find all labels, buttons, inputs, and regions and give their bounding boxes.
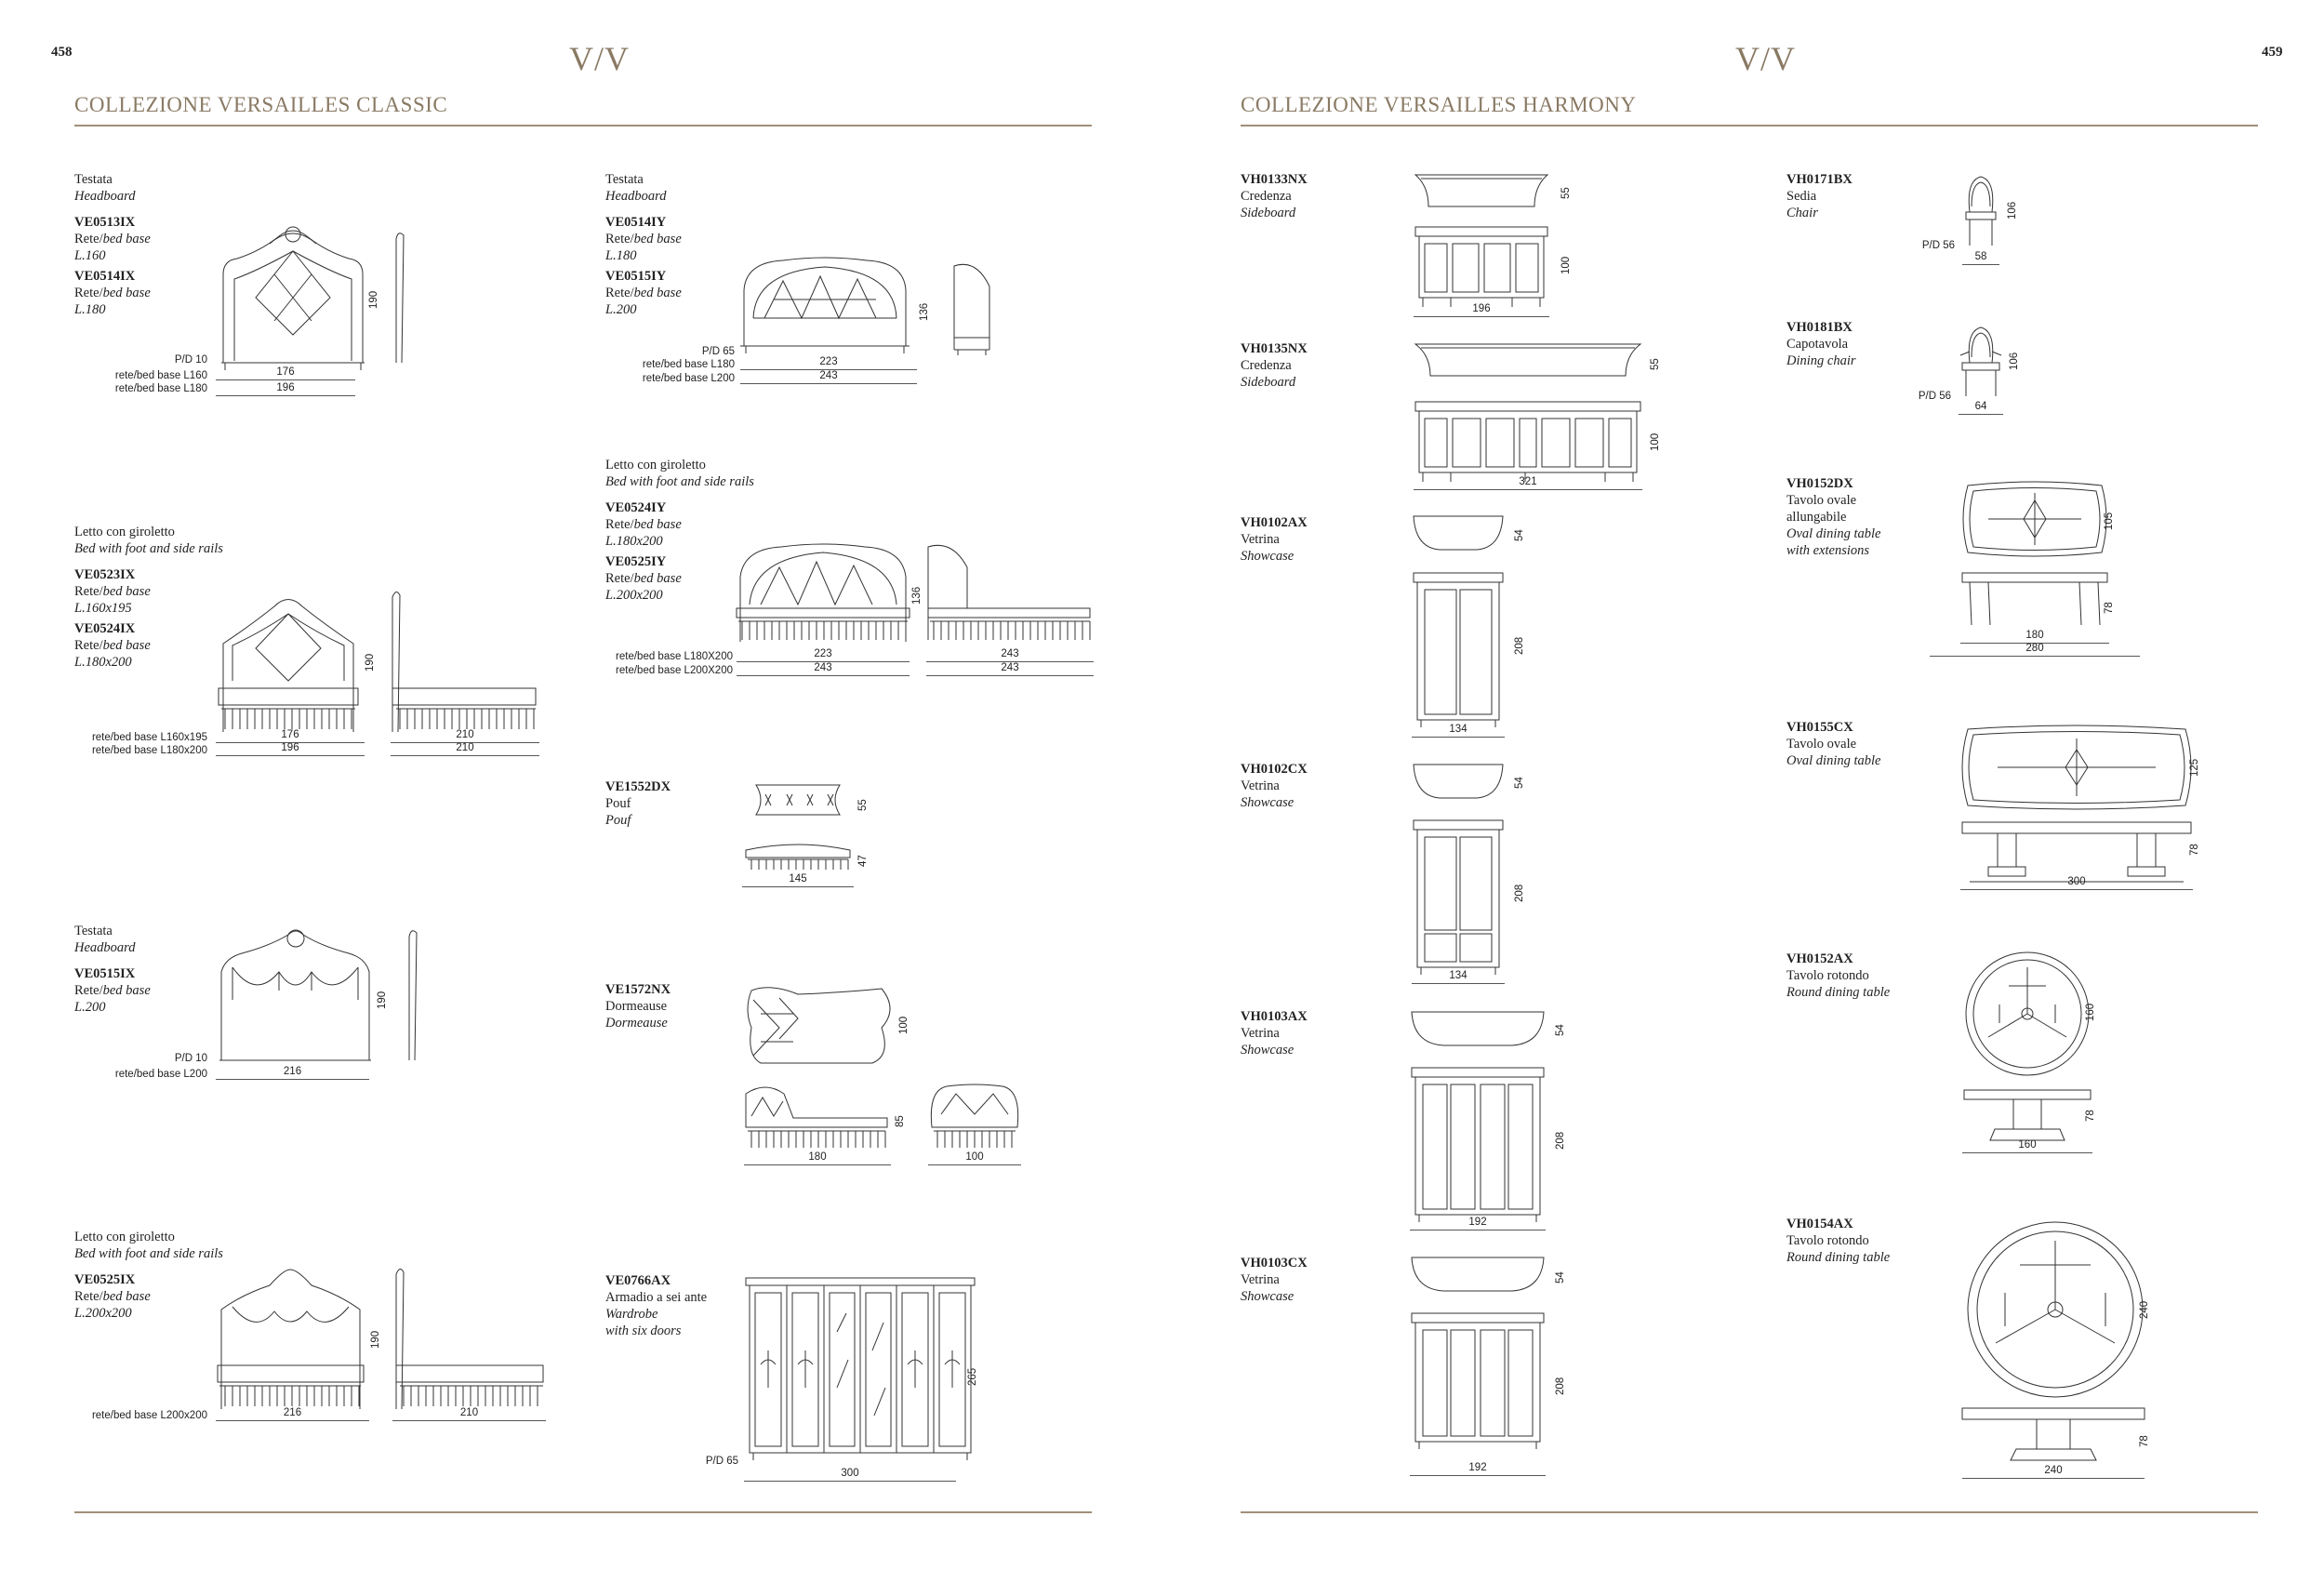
product-code: VE0514IY: [605, 215, 667, 230]
size: L.180x200: [74, 655, 132, 670]
width-dim: 216: [283, 1066, 302, 1077]
pd-dim: P/D 10: [174, 1053, 207, 1064]
type-it: Dormeause: [605, 999, 668, 1014]
depth-dim: 210: [456, 729, 474, 740]
product-vh0152dx: [1786, 475, 1881, 559]
type-en: Round dining table: [1786, 1250, 1891, 1265]
base-en: bed base: [102, 584, 151, 599]
width-dim: 192: [1468, 1217, 1487, 1228]
size: L.180: [605, 248, 637, 263]
pd-dim: P/D 56: [1918, 391, 1951, 402]
height-dim: 136: [911, 586, 923, 605]
brand-logo-left: V/V: [569, 40, 630, 77]
depth-dim: 54: [1555, 1024, 1566, 1036]
size: L.200: [605, 302, 637, 317]
depth-dim: 243: [1001, 662, 1019, 673]
height-dim: 190: [370, 1330, 381, 1349]
product-vh0102cx: [1241, 761, 1308, 811]
type-en: Showcase: [1241, 549, 1295, 564]
type-en: Showcase: [1241, 1289, 1295, 1304]
type-en: Bed with foot and side rails: [605, 474, 754, 489]
sideboard-top-drawing: [1414, 173, 1549, 210]
type-it: Tavolo ovale: [1786, 493, 1857, 508]
height-dim: 100: [1560, 256, 1572, 274]
product-vh0155cx: [1786, 719, 1881, 769]
height-dim: 208: [1555, 1131, 1566, 1150]
height-dim: 78: [2104, 602, 2115, 614]
base-label: rete/bed base L180: [114, 383, 207, 394]
type-en: Oval dining table: [1786, 753, 1881, 768]
base-label: rete/bed base L180x200: [91, 745, 207, 756]
dim-line: [1410, 1475, 1546, 1476]
product-vh0152ax: [1786, 951, 1890, 1001]
base-en: bed base: [633, 571, 682, 586]
height-dim: 208: [1555, 1377, 1566, 1395]
height-dim: 265: [967, 1367, 978, 1386]
product-ve0514iy: [605, 171, 682, 318]
size: L.180: [74, 302, 106, 317]
product-code: VH0154AX: [1786, 1217, 1853, 1231]
chair-drawing: [1962, 173, 1999, 247]
product-code: VH0171BX: [1786, 172, 1853, 187]
type-en: Dining chair: [1786, 353, 1856, 368]
product-code: VE0523IX: [74, 567, 136, 582]
depth-dim: 100: [898, 1016, 910, 1034]
showcase-front-drawing: [1410, 1066, 1546, 1224]
table-front-drawing: [1960, 571, 2109, 627]
depth-dim: 54: [1514, 777, 1525, 789]
bed-front-drawing: [214, 1265, 367, 1414]
type-en: Chair: [1786, 206, 1818, 220]
base-label: rete/bed base L200x200: [91, 1410, 207, 1421]
height-dim: 190: [368, 290, 379, 309]
depth-dim: 54: [1555, 1271, 1566, 1284]
height-dim: 190: [377, 991, 388, 1009]
bed-side-drawing: [391, 1265, 547, 1414]
width-dim: 321: [1519, 476, 1537, 487]
product-code: VE0515IY: [605, 269, 667, 284]
dim-line: [216, 395, 355, 396]
width-dim: 176: [281, 729, 299, 740]
bed-front-drawing: [214, 588, 363, 737]
height-dim: 106: [2007, 201, 2018, 219]
dim-line: [216, 379, 355, 380]
type-it: Testata: [74, 172, 113, 187]
product-code: VH0135NX: [1241, 341, 1308, 356]
size: L.160x195: [74, 601, 132, 616]
height-dim: 190: [365, 653, 376, 672]
base-it: Rete/: [74, 983, 103, 998]
showcase-top-drawing: [1412, 763, 1505, 800]
base-it: Rete/: [74, 232, 103, 246]
width-dim: 145: [789, 873, 807, 885]
brand-logo-right: V/V: [1735, 40, 1796, 77]
product-code: VH0155CX: [1786, 720, 1853, 735]
depth-dim: 105: [2104, 512, 2115, 530]
dim-line: [1962, 264, 1999, 265]
type-it: Vetrina: [1241, 778, 1280, 793]
type-it: Vetrina: [1241, 1272, 1280, 1287]
base-en: bed base: [102, 232, 151, 246]
base-label: rete/bed base L180X200: [616, 651, 733, 662]
sideboard-front-drawing: [1414, 225, 1549, 309]
base-label: rete/bed base L160: [114, 370, 207, 381]
base-en: bed base: [633, 286, 682, 300]
dim-line: [1414, 489, 1642, 490]
type-en: with six doors: [605, 1324, 682, 1338]
base-en: bed base: [102, 1289, 151, 1304]
product-ve0766ax: [605, 1272, 707, 1339]
pd-dim: P/D 56: [1921, 240, 1955, 251]
base-it: Rete/: [74, 584, 103, 599]
type-it: Credenza: [1241, 189, 1292, 204]
headboard-side-drawing: [391, 228, 409, 367]
base-label: rete/bed base L180: [642, 359, 735, 370]
product-ve0523ix: [74, 524, 223, 671]
width-dim: 180: [808, 1151, 827, 1163]
depth-dim: 55: [1560, 187, 1572, 199]
page-number-right: 459: [2262, 45, 2283, 60]
base-label: rete/bed base L160x195: [91, 732, 207, 743]
showcase-front-drawing: [1412, 571, 1505, 729]
base-en: bed base: [102, 983, 151, 998]
type-en: with extensions: [1786, 543, 1870, 558]
dim-line: [216, 1420, 369, 1421]
type-it: Letto con giroletto: [74, 1230, 175, 1244]
width-dim: 180: [2025, 630, 2044, 641]
base-it: Rete/: [605, 232, 634, 246]
base-en: bed base: [102, 286, 151, 300]
base-label: rete/bed base L200: [114, 1069, 207, 1080]
depth-dim: 55: [1650, 358, 1661, 370]
dining-chair-drawing: [1959, 324, 2003, 398]
product-code: VH0102AX: [1241, 515, 1308, 530]
height-dim: 78: [2189, 844, 2200, 856]
type-en: Oval dining table: [1786, 526, 1881, 541]
dim-line: [744, 1481, 956, 1482]
product-code: VH0181BX: [1786, 320, 1853, 335]
pd-dim: P/D 10: [174, 354, 207, 366]
pouf-front-drawing: [742, 839, 854, 871]
showcase-top-drawing: [1410, 1010, 1546, 1047]
headboard-drawing: [737, 253, 913, 355]
headboard-drawing: [214, 925, 377, 1065]
height-dim: 106: [2009, 352, 2020, 370]
product-vh0135nx: [1241, 340, 1308, 391]
product-code: VE0524IX: [74, 621, 136, 636]
depth-dim: 55: [857, 799, 869, 811]
dim-line: [1962, 1152, 2092, 1153]
product-ve0513ix: [74, 171, 151, 318]
collection-title-right: COLLEZIONE VERSAILLES HARMONY: [1241, 93, 1637, 116]
type-it: Testata: [605, 172, 644, 187]
type-it: Testata: [74, 924, 113, 938]
type-en: Round dining table: [1786, 985, 1891, 1000]
header-rule-right: [1241, 125, 2258, 126]
depth-dim: 125: [2189, 758, 2200, 777]
dim-line: [737, 675, 910, 676]
base-en: bed base: [102, 638, 151, 653]
header-rule-left: [74, 125, 1092, 126]
table-top-drawing: [1960, 480, 2109, 559]
height-dim: 47: [857, 855, 869, 867]
product-vh0181bx: [1786, 319, 1856, 369]
dim-line: [740, 383, 917, 384]
depth-dim: 243: [1001, 648, 1019, 659]
product-code: VE0513IX: [74, 215, 136, 230]
round-table-top-drawing: [1962, 949, 2092, 1079]
footer-rule-left: [74, 1511, 1092, 1513]
round-table-top-drawing: [1964, 1218, 2146, 1401]
base-it: Rete/: [74, 1289, 103, 1304]
dim-line: [1930, 656, 2140, 657]
showcase-front-drawing: [1412, 818, 1505, 977]
dim-line: [926, 675, 1094, 676]
size: L.180x200: [605, 534, 663, 549]
width-dim: 192: [1468, 1462, 1487, 1473]
width-dim: 300: [841, 1468, 859, 1479]
type-en: Showcase: [1241, 795, 1295, 810]
size: L.200: [74, 1000, 106, 1015]
dim-line: [1959, 414, 2003, 415]
height-dim: 85: [895, 1115, 906, 1127]
width-extended-dim: 280: [2025, 643, 2044, 654]
product-code: VE1552DX: [605, 779, 671, 794]
type-en: Pouf: [605, 813, 631, 828]
base-it: Rete/: [605, 286, 634, 300]
depth-dim: 240: [2139, 1300, 2150, 1319]
footer-rule-right: [1241, 1511, 2258, 1513]
width-dim: 134: [1449, 970, 1467, 981]
width-dim: 240: [2044, 1465, 2063, 1476]
product-code: VE1572NX: [605, 982, 671, 997]
product-vh0103ax: [1241, 1008, 1308, 1058]
width-dim: 196: [276, 382, 295, 393]
width-dim: 160: [2018, 1139, 2037, 1151]
type-en: Showcase: [1241, 1043, 1295, 1058]
type-it: Tavolo ovale: [1786, 737, 1857, 752]
dim-line: [742, 886, 854, 887]
type-it: Tavolo rotondo: [1786, 968, 1869, 983]
type-it: Pouf: [605, 796, 631, 811]
type-it: Capotavola: [1786, 337, 1849, 352]
showcase-front-drawing: [1410, 1311, 1546, 1451]
type-en: Wardrobe: [605, 1307, 658, 1322]
type-it: Vetrina: [1241, 1026, 1280, 1041]
dim-line: [216, 755, 365, 756]
base-en: bed base: [633, 517, 682, 532]
width-dim: 300: [2067, 876, 2086, 887]
height-dim: 136: [919, 302, 930, 321]
product-code: VH0152AX: [1786, 951, 1853, 966]
base-en: bed base: [633, 232, 682, 246]
width-dim: 134: [1449, 724, 1467, 735]
depth-dim: 54: [1514, 529, 1525, 541]
product-vh0154ax: [1786, 1216, 1890, 1266]
round-table-front-drawing: [1962, 1088, 2092, 1144]
dormeause-front-drawing: [742, 1081, 891, 1151]
pouf-top-drawing: [742, 781, 854, 818]
type-it: allungabile: [1786, 510, 1847, 525]
round-table-front-drawing: [1960, 1406, 2146, 1462]
dim-line: [744, 1164, 891, 1165]
headboard-drawing: [214, 223, 372, 372]
type-it: Credenza: [1241, 358, 1292, 373]
base-it: Rete/: [74, 286, 103, 300]
product-code: VH0133NX: [1241, 172, 1308, 187]
product-code: VE0515IX: [74, 966, 136, 981]
type-it: Tavolo rotondo: [1786, 1233, 1869, 1248]
size: L.160: [74, 248, 106, 263]
width-dim: 64: [1974, 401, 1987, 412]
type-en: Sideboard: [1241, 206, 1296, 220]
product-code: VH0103AX: [1241, 1009, 1308, 1024]
type-it: Armadio a sei ante: [605, 1290, 708, 1305]
dim-line: [1412, 983, 1505, 984]
height-dim: 78: [2139, 1435, 2150, 1447]
product-ve1572nx: [605, 981, 671, 1031]
width-dim: 176: [276, 366, 295, 378]
table-top-drawing: [1960, 724, 2193, 812]
bed-side-drawing: [387, 588, 540, 737]
sideboard-front-drawing: [1414, 400, 1642, 484]
height-dim: 100: [1650, 432, 1661, 451]
width-dim: 196: [281, 742, 299, 753]
width-dim: 100: [965, 1151, 984, 1163]
product-code: VE0525IY: [605, 554, 667, 569]
product-code: VH0102CX: [1241, 762, 1308, 777]
height-dim: 208: [1514, 636, 1525, 655]
base-it: Rete/: [74, 638, 103, 653]
showcase-top-drawing: [1410, 1256, 1546, 1293]
type-it: Vetrina: [1241, 532, 1280, 547]
bed-side-drawing: [924, 539, 1094, 646]
dim-line: [1960, 889, 2193, 890]
type-en: Sideboard: [1241, 375, 1296, 390]
width-dim: 243: [814, 662, 832, 673]
product-code: VH0152DX: [1786, 476, 1853, 491]
dim-line: [392, 1420, 546, 1421]
product-code: VE0525IX: [74, 1272, 136, 1287]
size: L.200x200: [74, 1306, 132, 1321]
product-ve0524iy: [605, 457, 754, 604]
product-ve1552dx: [605, 778, 671, 829]
width-dim: 216: [283, 1407, 302, 1418]
dim-line: [1414, 316, 1549, 317]
product-code: VE0766AX: [605, 1273, 671, 1288]
width-dim: 196: [1472, 303, 1491, 314]
product-code: VH0103CX: [1241, 1256, 1308, 1270]
dormeause-side-drawing: [928, 1081, 1021, 1151]
headboard-side-drawing: [949, 259, 995, 356]
type-it: Letto con giroletto: [74, 525, 175, 539]
product-vh0133nx: [1241, 171, 1308, 221]
wardrobe-drawing: [744, 1276, 976, 1462]
product-vh0103cx: [1241, 1255, 1308, 1305]
type-en: Bed with foot and side rails: [74, 541, 223, 556]
width-dim: 223: [814, 648, 832, 659]
base-label: rete/bed base L200: [642, 373, 735, 384]
dim-line: [928, 1164, 1021, 1165]
product-vh0171bx: [1786, 171, 1853, 221]
product-vh0102ax: [1241, 514, 1308, 565]
product-ve0515ix: [74, 923, 151, 1016]
base-it: Rete/: [605, 517, 634, 532]
depth-dim: 210: [456, 742, 474, 753]
width-dim: 58: [1974, 251, 1987, 262]
showcase-top-drawing: [1412, 514, 1505, 552]
height-dim: 208: [1514, 884, 1525, 902]
headboard-side-drawing: [404, 925, 422, 1065]
sideboard-top-drawing: [1414, 342, 1642, 379]
width-dim: 223: [819, 356, 838, 367]
base-it: Rete/: [605, 571, 634, 586]
pd-dim: P/D 65: [705, 1456, 738, 1467]
type-en: Headboard: [74, 940, 136, 955]
type-en: Headboard: [605, 189, 667, 204]
product-ve0525ix: [74, 1229, 223, 1322]
type-it: Sedia: [1786, 189, 1817, 204]
height-dim: 78: [2085, 1110, 2096, 1122]
dim-line: [391, 755, 539, 756]
type-it: Letto con giroletto: [605, 458, 706, 472]
dim-line: [1412, 737, 1505, 738]
depth-dim: 210: [459, 1407, 479, 1418]
dormeause-top-drawing: [742, 981, 900, 1070]
type-en: Dormeause: [605, 1016, 668, 1031]
dim-line: [216, 1079, 369, 1080]
product-code: VE0524IY: [605, 500, 667, 515]
depth-dim: 160: [2085, 1003, 2096, 1021]
type-en: Headboard: [74, 189, 136, 204]
width-dim: 243: [819, 370, 838, 381]
size: L.200x200: [605, 588, 663, 603]
base-label: rete/bed base L200X200: [616, 665, 733, 676]
bed-front-drawing: [735, 539, 911, 646]
dim-line: [1962, 1478, 2145, 1479]
page-number-left: 458: [51, 45, 73, 60]
pd-dim: P/D 65: [701, 346, 735, 357]
type-en: Bed with foot and side rails: [74, 1246, 223, 1261]
product-code: VE0514IX: [74, 269, 136, 284]
collection-title-left: COLLEZIONE VERSAILLES CLASSIC: [74, 93, 448, 116]
